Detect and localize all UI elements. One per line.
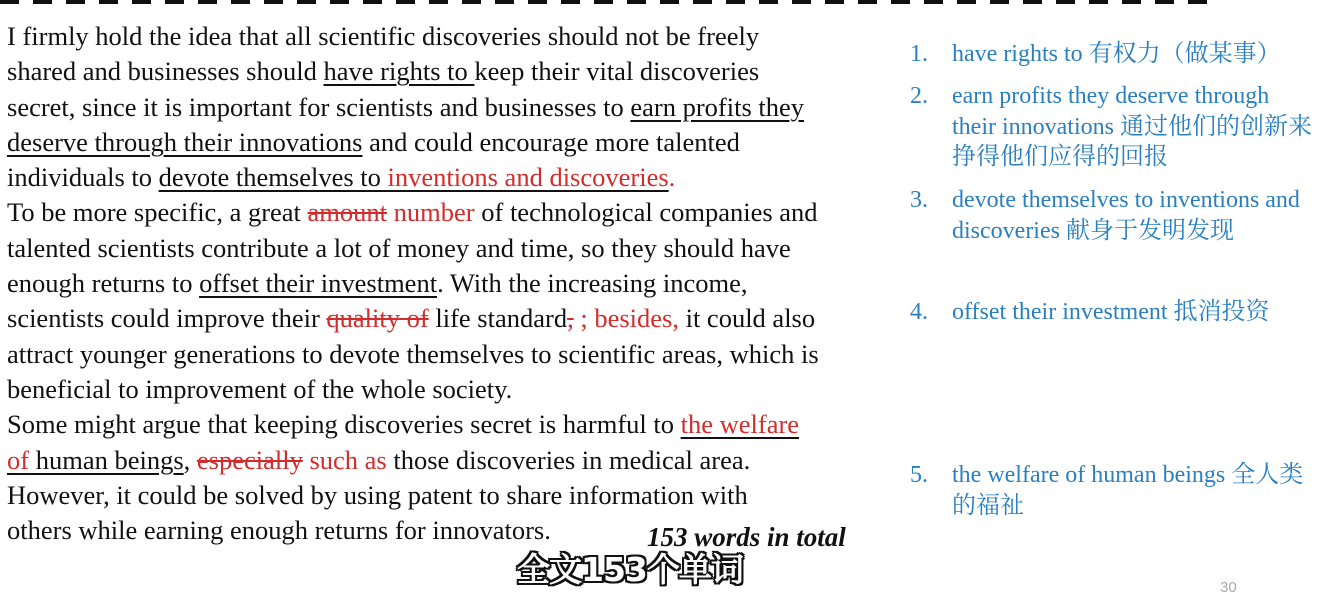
note-text: devote themselves to inventions and discoveries 献身于发明发现 — [952, 187, 1300, 244]
essay-line — [7, 337, 917, 372]
text-segment: I firmly hold the idea that all scientific discoveries should not be freely — [7, 21, 760, 51]
word-count-note: 153 words in total — [647, 522, 846, 552]
correction-word: such as — [302, 444, 387, 475]
red-text: . — [668, 162, 676, 193]
top-dashed-border — [0, 0, 1210, 4]
essay-line — [7, 231, 917, 266]
text-segment: scientists could improve their — [7, 303, 327, 334]
text-segment: enough returns to — [7, 268, 200, 299]
note-text: have rights to 有权力（做某事） — [952, 41, 1281, 67]
text-segment: To be more specific, a great — [7, 197, 308, 228]
note-text: earn profits they deserve through their innovations 通过他们的创新来挣得他们应得的回报 — [952, 83, 1312, 170]
note-number: 5. — [910, 462, 928, 488]
note-number: 2. — [910, 83, 928, 109]
underlined-phrase: earn profits they — [630, 91, 805, 122]
essay-line — [7, 125, 917, 160]
text-segment: shared and businesses should — [7, 56, 324, 87]
note-text: the welfare of human beings 全人类的福祉 — [952, 462, 1304, 519]
text-segment: , — [183, 444, 197, 475]
red-underlined-phrase: inventions and discoveries — [387, 162, 669, 193]
essay-line — [7, 372, 917, 407]
note-text: offset their investment 抵消投资 — [952, 299, 1270, 325]
underlined-phrase: deserve through their innovations — [7, 126, 363, 157]
underlined-phrase: human beings — [29, 444, 184, 475]
note-number: 3. — [910, 187, 928, 213]
text-segment: individuals to — [7, 162, 159, 193]
text-segment: . With the increasing income, — [437, 268, 748, 299]
note-number: 1. — [910, 41, 928, 67]
text-segment: others while earning enough returns for innovators. — [7, 515, 551, 546]
underlined-phrase: devote themselves to — [158, 162, 388, 193]
text-segment: attract younger generations to devote themselves to scientific areas, which is — [7, 338, 819, 369]
text-segment: However, it could be solved by using patent to share information with — [7, 479, 748, 510]
correction-word: ; besides, — [573, 303, 679, 334]
essay-line — [7, 266, 917, 301]
text-segment: beneficial to improvement of the whole society. — [7, 373, 513, 404]
underlined-phrase: have rights to — [323, 56, 475, 87]
text-segment: those discoveries in medical area. — [386, 444, 751, 475]
text-segment: talented scientists contribute a lot of money and time, so they should have — [7, 232, 791, 263]
essay-line — [7, 160, 917, 195]
struck-word: especially — [196, 444, 303, 475]
essay-text — [7, 19, 917, 548]
page-number: 30 — [1220, 579, 1237, 596]
video-subtitle: 全文153个单词 — [517, 550, 743, 589]
essay-line — [7, 443, 917, 478]
essay-line — [7, 54, 917, 89]
note-number: 4. — [910, 299, 928, 325]
text-segment: Some might argue that keeping discoveries secret is harmful to — [7, 409, 681, 440]
essay-line — [7, 301, 917, 336]
underlined-phrase: offset their investment — [199, 268, 438, 299]
text-segment: keep their vital discoveries — [474, 56, 760, 87]
essay-line — [7, 407, 917, 442]
correction-word: number — [387, 197, 475, 228]
red-underlined-phrase: of — [7, 444, 30, 475]
struck-punctuation: , — [567, 303, 574, 334]
essay-line — [7, 478, 917, 513]
essay-line — [7, 195, 917, 230]
text-segment: and could encourage more talented — [362, 126, 740, 157]
struck-word: amount — [307, 197, 388, 228]
struck-word: quality of — [326, 303, 429, 334]
red-underlined-phrase: the welfare — [680, 409, 800, 440]
text-segment: it could also — [678, 303, 816, 334]
text-segment: life standard — [428, 303, 568, 334]
essay-line — [7, 90, 917, 125]
text-segment: secret, since it is important for scientists and businesses to — [7, 91, 631, 122]
essay-line — [7, 19, 917, 54]
text-segment: of technological companies and — [474, 197, 818, 228]
